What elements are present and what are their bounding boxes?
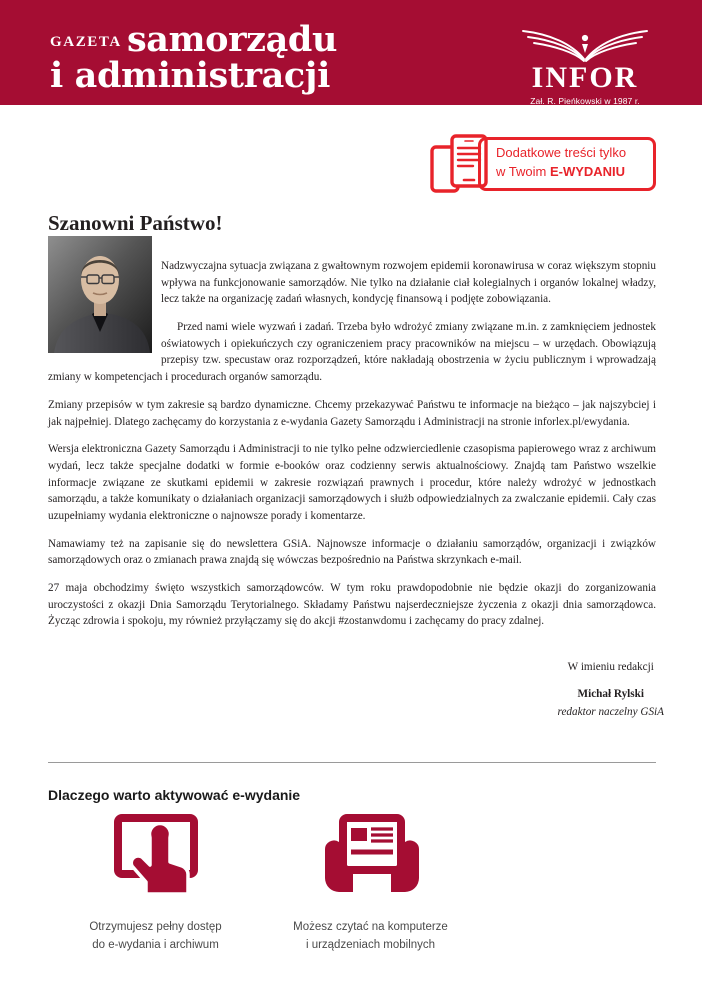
badge-line-1: Dodatkowe treści tylko bbox=[496, 145, 627, 160]
letter-body bbox=[48, 258, 656, 641]
masthead-word-administracji: i administracji bbox=[50, 54, 330, 96]
section-divider bbox=[48, 762, 656, 763]
benefit-label bbox=[48, 918, 263, 954]
benefit-label-line-1: Możesz czytać na komputerze bbox=[293, 921, 448, 933]
badge-line-2-strong: E-WYDANIU bbox=[549, 163, 626, 179]
badge-line-2 bbox=[496, 163, 646, 182]
benefit-item bbox=[263, 812, 478, 954]
badge-line-2-prefix: w Twoim bbox=[496, 163, 550, 179]
signature-role: redaktor naczelny GSiA bbox=[557, 705, 664, 718]
letter-paragraph: 27 maja obchodzimy święto wszystkich samorządowców. W tym roku prawdopodobnie nie będzie okazji do zorganizowania uroczystości z okazji Dnia Samorządu Terytorialnego. Składamy Państwu najserdeczniejsze życzenia z okazji dnia samorządowca. Życząc zdrowia i spokoju, my również przyłączamy się do akcji #zostanwdomu i zachęcamy do pracy zdalnej. bbox=[48, 582, 656, 628]
benefits-list bbox=[48, 812, 498, 954]
portrait-text-wrap-spacer bbox=[48, 258, 161, 356]
infor-bird-icon bbox=[520, 28, 650, 64]
tablet-in-hands-icon bbox=[263, 812, 478, 904]
letter-paragraph: Wersja elektroniczna Gazety Samorządu i Administracji to nie tylko pełne odzwierciedlenie czasopisma papierowego wraz z archiwum wydań, lecz także specjalne dodatki w formie e-booków oraz codzienny serwis aktualnościowy. Znajdą tam Państwo wszelkie informacje związane ze skutkami epidemii w zakresie rozwiązań prawnych i procedur, które należy wdrożyć w jednostkach samorządu, a także komunikaty o działaniach organizacji samorządowych i służb odpowiedzialnych za zwalczanie epidemii. Cały czas uzupełniamy wydania elektroniczne o najnowsze porady i komentarze. bbox=[48, 443, 656, 522]
benefits-heading: Dlaczego warto aktywować e-wydanie bbox=[48, 786, 301, 803]
badge-text bbox=[496, 144, 646, 182]
benefit-label bbox=[263, 918, 478, 954]
signature-intro: W imieniu redakcji bbox=[567, 661, 654, 673]
benefit-label-line-2: do e-wydania i archiwum bbox=[92, 939, 219, 952]
infor-wordmark: INFOR bbox=[531, 61, 639, 94]
signature-block bbox=[558, 659, 664, 722]
benefit-item bbox=[48, 812, 263, 954]
header-band bbox=[0, 0, 702, 105]
letter-paragraph: Zmiany przepisów w tym zakresie są bardzo dynamiczne. Chcemy przekazywać Państwu te informacje na bieżąco – jak najszybciej i jak najpełniej. Dlatego zachęcamy do korzystania z e-wydania Gazety Samorządu i Administracji na stronie inforlex.pl/ewydania. bbox=[48, 398, 656, 428]
infor-tagline: Zał. R. Pieńkowski w 1987 r. bbox=[530, 96, 640, 106]
e-wydanie-badge bbox=[430, 133, 660, 197]
page-title: Szanowni Państwo! bbox=[48, 211, 223, 236]
masthead-eyebrow: GAZETA bbox=[50, 34, 122, 50]
masthead-word-samorzadu: samorządu bbox=[126, 19, 338, 60]
benefit-label-line-2: i urządzeniach mobilnych bbox=[305, 939, 436, 952]
touchscreen-hand-icon bbox=[48, 812, 263, 904]
letter-paragraph: Przed nami wiele wyzwań i zadań. Trzeba było wdrożyć zmiany związane m.in. z zamknięciem jednostek oświatowych i opiekuńczych czy ograniczeniem pracy pracowników na miejscu – w urzędach. Obowiązują przepisy tzw. specustaw oraz rozporządzeń, które nakładają obostrzenia w życiu publicznym i wprowadzają zmiany w kompetencjach i procedurach organów samorządu. bbox=[48, 321, 656, 384]
letter-paragraph: Namawiamy też na zapisanie się do newslettera GSiA. Najnowsze informacje o działaniu samorządów, organizacji i związków samorządowych oraz o zmianach prawa znajdą się wówczas bezpośrednio na Państwa skrzynkach e-mail. bbox=[48, 537, 656, 567]
infor-logo bbox=[500, 28, 670, 106]
masthead bbox=[50, 19, 338, 96]
letter-paragraph: Nadzwyczajna sytuacja związana z gwałtownym rozwojem epidemii koronawirusa w coraz większym stopniu wpływa na funkcjonowanie samorządów. Nie tylko na działanie ciał kolegialnych i organów lokalnej władzy, lecz także na organizację zadań własnych, kondycję finansową i podjęte zobowiązania. bbox=[161, 260, 656, 306]
benefit-label-line-1: Otrzymujesz pełny dostęp bbox=[89, 921, 222, 933]
signature-name: Michał Rylski bbox=[577, 687, 644, 700]
